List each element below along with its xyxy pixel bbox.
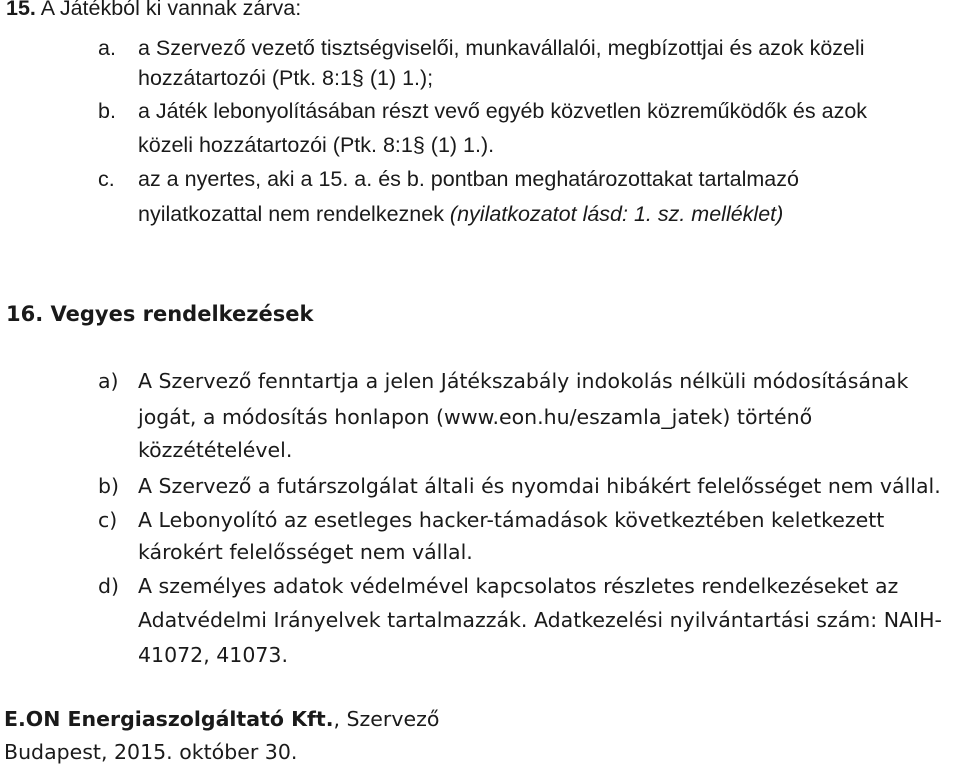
signature-company-line — [4, 707, 439, 731]
item-label: c. — [98, 167, 115, 191]
item-label: d) — [98, 574, 120, 598]
section-15-item-c — [98, 162, 799, 196]
section-16-heading: 16. Vegyes rendelkezések — [6, 302, 314, 326]
item-text-line: közzétételével. — [138, 438, 293, 462]
signature-place-date: Budapest, 2015. október 30. — [4, 740, 298, 764]
item-text-normal: nyilatkozattal nem rendelkeznek — [138, 202, 450, 226]
item-text-line: a Szervező vezető tisztségviselői, munkavállalói, megbízottjai és azok közeli — [138, 36, 865, 60]
section-16-item-c — [98, 508, 884, 532]
item-text-line — [138, 197, 783, 231]
section-15-item-a — [98, 31, 865, 65]
item-text-line: közeli hozzátartozói (Ptk. 8:1§ (1) 1.). — [138, 133, 495, 157]
section-16-item-d — [98, 574, 898, 598]
item-text-line: A személyes adatok védelmével kapcsolatos részletes rendelkezéseket az — [138, 574, 899, 598]
signer-role: , Szervező — [333, 707, 440, 731]
item-text-line: A Szervező a futárszolgálat általi és nyomdai hibákért felelősséget nem vállal. — [138, 474, 941, 498]
item-text-line: károkért felelősséget nem vállal. — [138, 540, 473, 564]
item-text-line: A Szervező fenntartja a jelen Játékszabály indokolás nélküli módosításának — [138, 369, 909, 393]
item-text-line: az a nyertes, aki a 15. a. és b. pontban meghatározottakat tartalmazó — [138, 167, 799, 191]
item-text-line: 41072, 41073. — [138, 643, 288, 667]
item-label: c) — [98, 508, 118, 532]
section-15-item-b — [98, 94, 867, 128]
item-text-line: a Játék lebonyolításában részt vevő egyéb közvetlen közreműködők és azok — [138, 99, 868, 123]
section-16-item-b — [98, 474, 941, 498]
item-label: a) — [98, 369, 119, 393]
declaration-reference: (nyilatkozatot lásd: 1. sz. melléklet) — [449, 202, 784, 226]
section-15-title: A Játékból ki vannak zárva: — [40, 0, 302, 20]
section-15-heading — [6, 0, 301, 25]
company-name: E.ON Energiaszolgáltató Kft. — [4, 707, 334, 731]
item-label: b) — [98, 474, 120, 498]
item-text-line: hozzátartozói (Ptk. 8:1§ (1) 1.); — [138, 66, 434, 90]
section-15-number: 15. — [6, 0, 36, 20]
item-label: a. — [98, 36, 116, 60]
item-text-line: Adatvédelmi Irányelvek tartalmazzák. Adatkezelési nyilvántartási szám: NAIH- — [138, 608, 942, 632]
section-16-item-a — [98, 369, 908, 393]
item-text-line: A Lebonyolító az esetleges hacker-támadások következtében keletkezett — [138, 508, 885, 532]
item-text-line: jogát, a módosítás honlapon (www.eon.hu/eszamla_jatek) történő — [138, 405, 813, 429]
item-label: b. — [98, 99, 116, 123]
